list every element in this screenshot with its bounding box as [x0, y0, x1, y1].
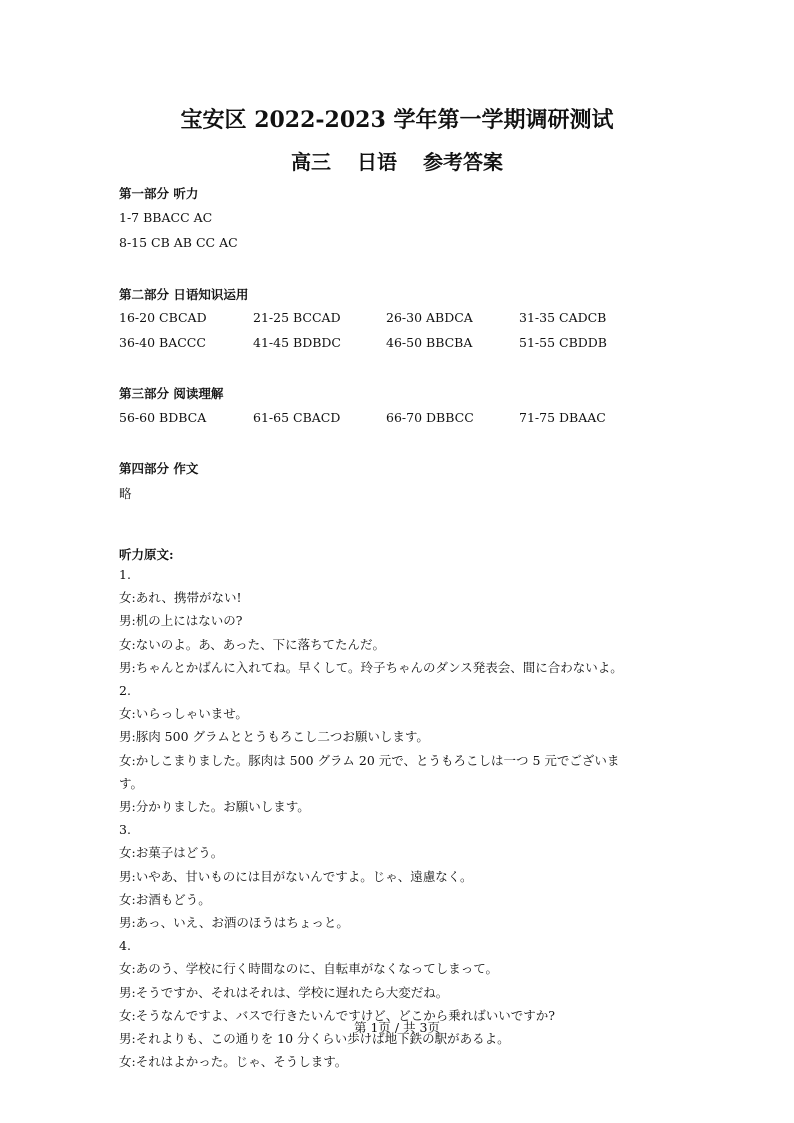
subtitle-answers: 参考答案 [423, 150, 503, 174]
transcript-body [119, 563, 679, 1073]
answer-cell: 26-30 ABDCA [386, 310, 473, 325]
answer-cell: 61-65 CBACD [253, 410, 341, 425]
writing-answer: 略 [119, 486, 132, 501]
transcript-line: 女:ないのよ。あ、あった、下に落ちてたんだ。 [119, 636, 385, 652]
transcript-line: 男:あっ、いえ、お酒のほうはちょっと。 [119, 915, 349, 931]
transcript-line: 女:お酒もどう。 [119, 891, 211, 907]
transcript-line: 男:豚肉 500 グラムととうもろこし二つお願いします。 [119, 729, 429, 745]
transcript-line: 男:それよりも、この通りを 10 分くらい歩けば地下鉄の駅があるよ。 [119, 1031, 510, 1047]
answer-cell: 31-35 CADCB [519, 310, 607, 325]
page-subtitle [0, 146, 794, 175]
section-heading-knowledge: 第二部分 日语知识运用 [119, 287, 249, 302]
transcript-line: 2. [119, 683, 131, 699]
answer-cell: 16-20 CBCAD [119, 310, 207, 325]
answer-cell: 66-70 DBBCC [386, 410, 474, 425]
section-heading-reading: 第三部分 阅读理解 [119, 386, 224, 401]
answer-cell: 46-50 BBCBA [386, 335, 473, 350]
answer-line: 1-7 BBACC AC [119, 210, 213, 225]
answer-cell: 71-75 DBAAC [519, 410, 606, 425]
page-title: 宝安区 2022-2023 学年第一学期调研测试 [180, 107, 614, 133]
transcript-line: 女:あのう、学校に行く時間なのに、自転車がなくなってしまって。 [119, 961, 498, 977]
transcript-line: 女:あれ、携帯がない! [119, 590, 242, 606]
section-heading-listening: 第一部分 听力 [119, 186, 199, 201]
answer-cell: 21-25 BCCAD [253, 310, 341, 325]
transcript-line: 女:かしこまりました。豚肉は 500 グラム 20 元で、とうもろこしは一つ 5 元でございま [119, 752, 620, 768]
transcript-line: 女:それはよかった。じゃ、そうします。 [119, 1054, 348, 1070]
transcript-line: 女:そうなんですよ、バスで行きたいんですけど、どこから乗ればいいですか? [119, 1007, 555, 1023]
subtitle-grade: 高三 [291, 150, 331, 174]
transcript-line: 男:机の上にはないの? [119, 613, 243, 629]
transcript-line: す。 [119, 775, 144, 791]
transcript-line: 男:そうですか、それはそれは、学校に遅れたら大変だね。 [119, 984, 449, 1000]
answer-cell: 36-40 BACCC [119, 335, 206, 350]
answer-line: 8-15 CB AB CC AC [119, 235, 238, 250]
transcript-line: 1. [119, 567, 131, 582]
transcript-line: 男:ちゃんとかばんに入れてね。早くして。玲子ちゃんのダンス発表会、間に合わないよ。 [119, 659, 623, 675]
section-heading-writing: 第四部分 作文 [119, 461, 199, 476]
answer-cell: 51-55 CBDDB [519, 335, 607, 350]
transcript-line: 3. [119, 822, 131, 838]
transcript-line: 4. [119, 938, 131, 954]
transcript-line: 男:分かりました。お願いします。 [119, 799, 310, 815]
section-heading-transcript: 听力原文: [119, 547, 174, 562]
transcript-line: 女:お菓子はどう。 [119, 845, 224, 861]
page-footer: 第 1页 / 共 3页 [353, 1020, 440, 1035]
answer-cell: 56-60 BDBCA [119, 410, 207, 425]
answer-cell: 41-45 BDBDC [253, 335, 341, 350]
subtitle-subject: 日语 [357, 150, 397, 174]
transcript-line: 男:いやあ、甘いものには目がないんですよ。じゃ、遠慮なく。 [119, 868, 473, 884]
transcript-line: 女:いらっしゃいませ。 [119, 706, 248, 722]
